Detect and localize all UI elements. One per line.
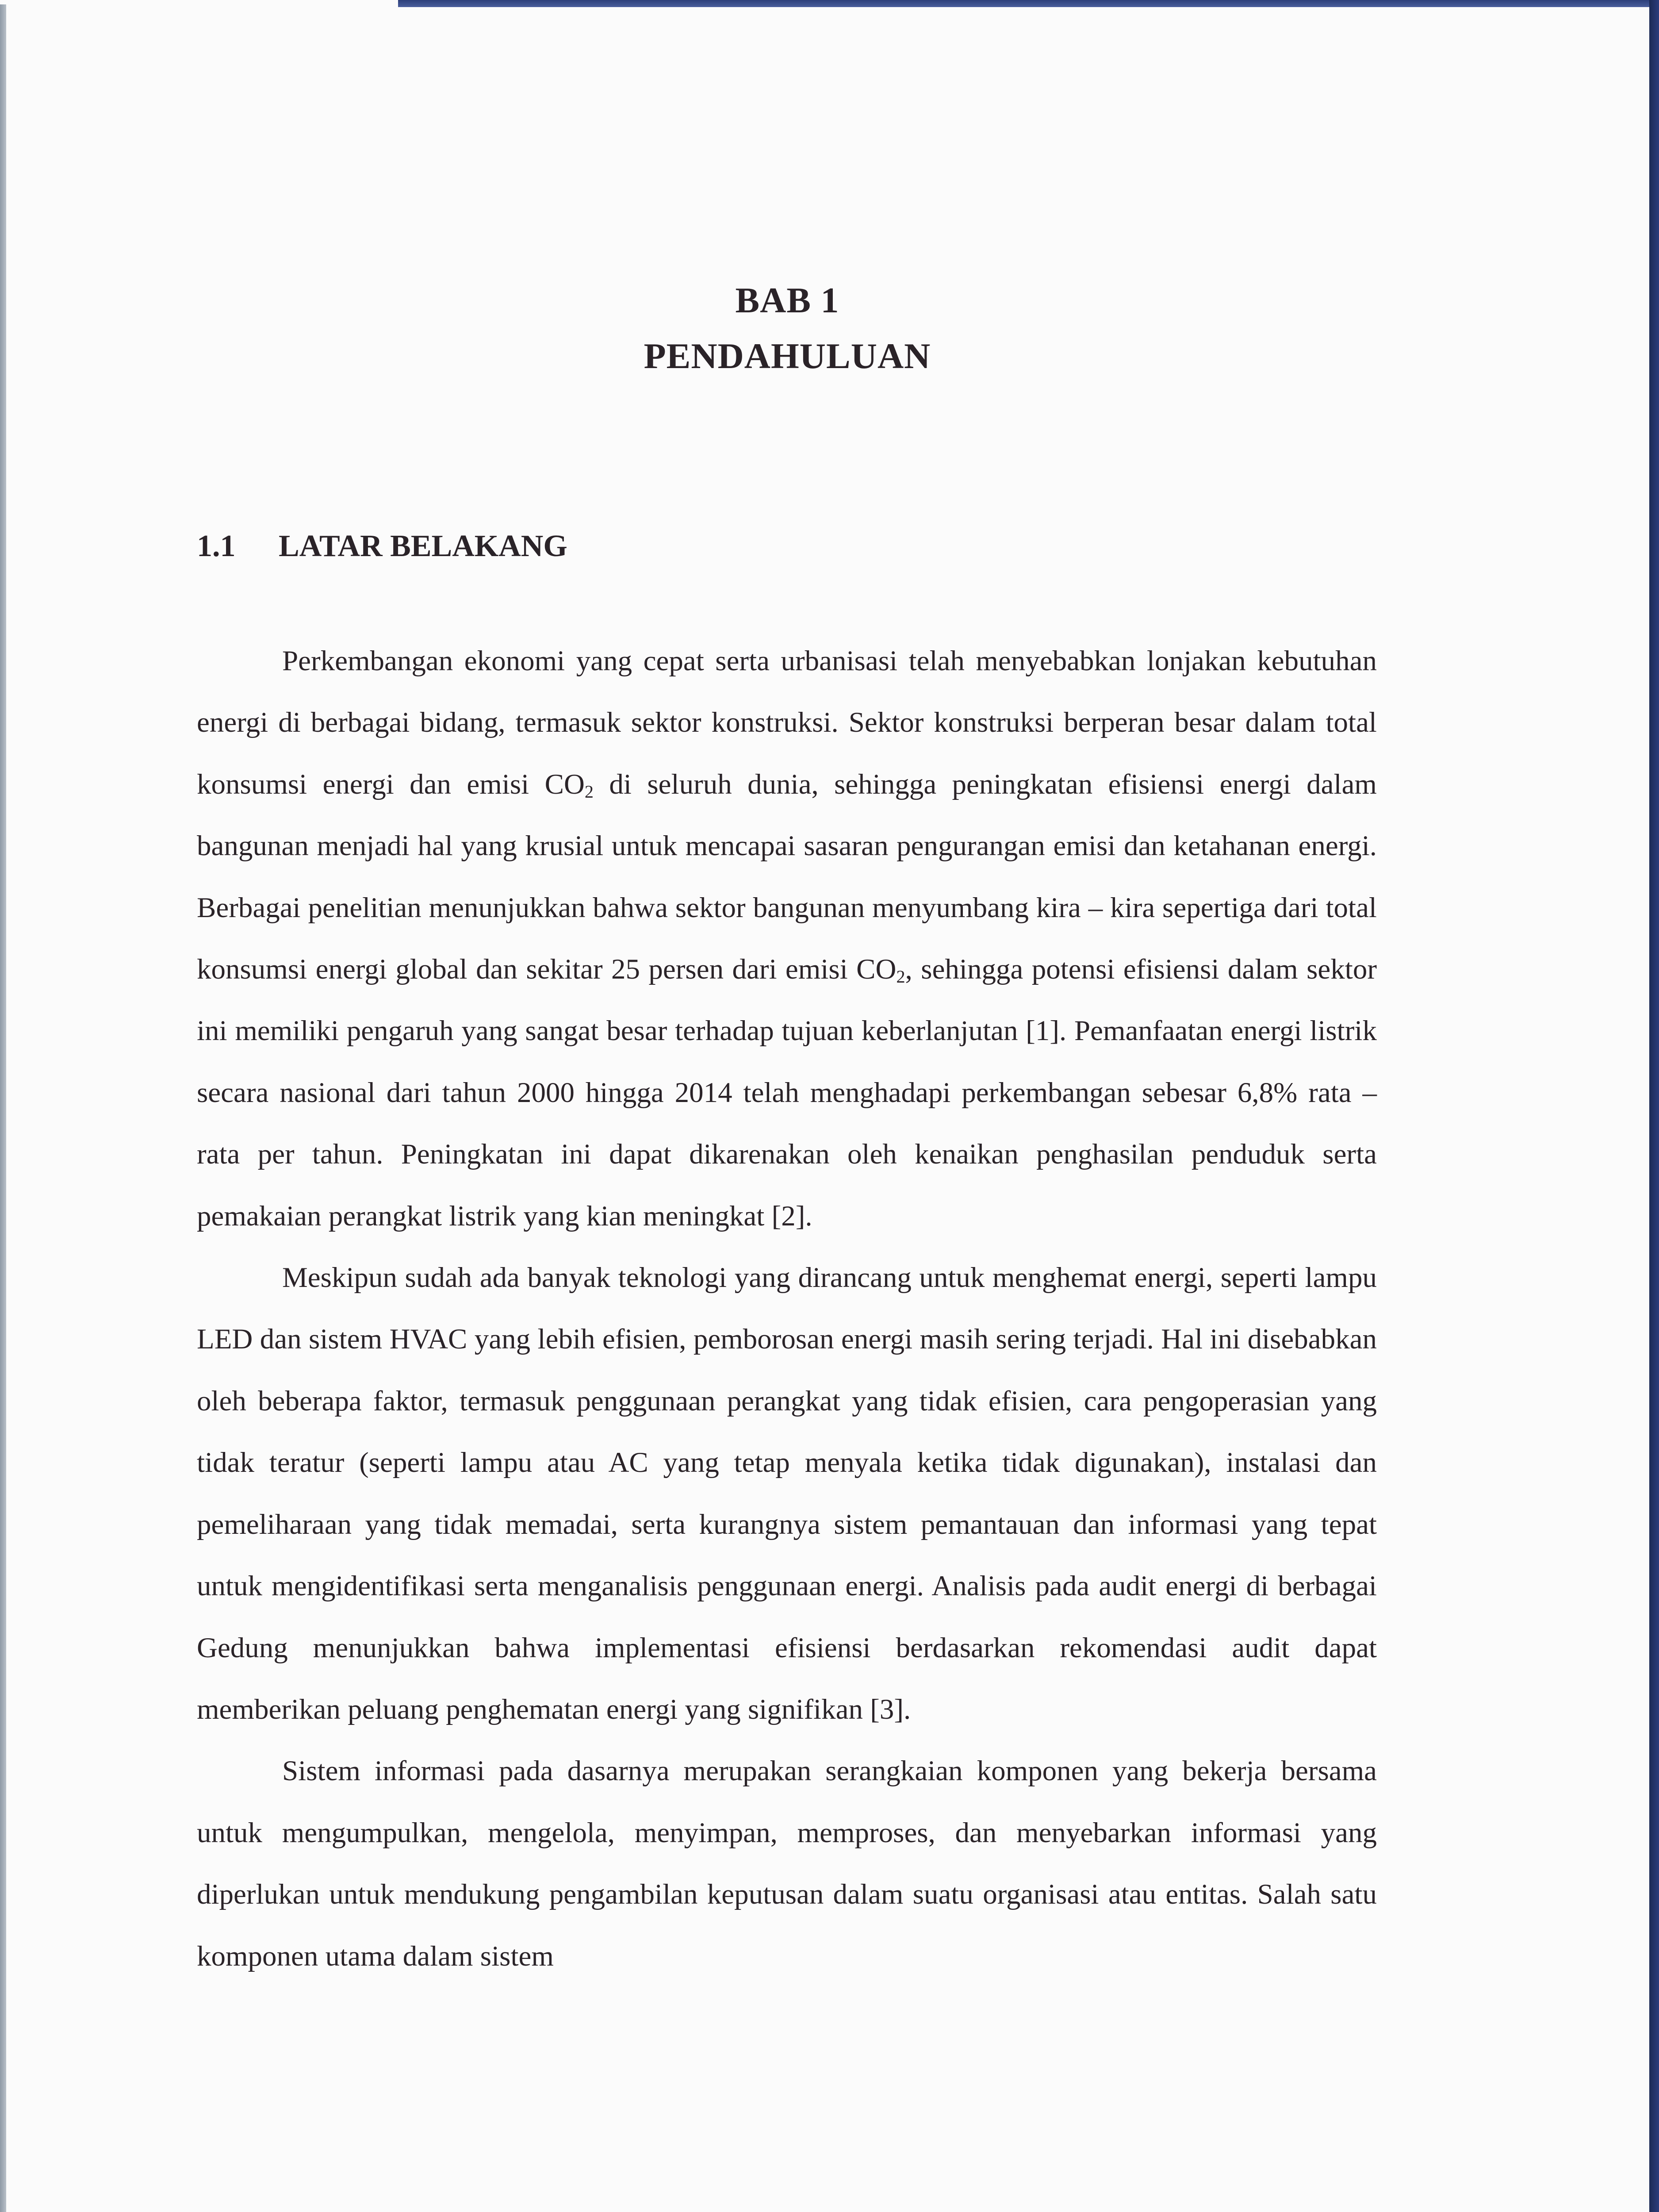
section-number: 1.1 [197,529,236,563]
chapter-number: BAB 1 [735,280,839,320]
binding-edge-top [398,0,1659,7]
binding-edge-right [1649,0,1659,2212]
section-title: LATAR BELAKANG [279,529,567,563]
subscript-2: 2 [584,781,594,802]
paragraph-1 [197,630,1377,1247]
chapter-title: PENDAHULUAN [644,336,931,376]
paragraph-1-part-2: di seluruh dunia, sehingga peningkatan efisiensi energi dalam bangunan menjadi hal yang krusial untuk mencapai sasaran pengurangan emisi dan ketahanan energi. Berbagai penelitian menunjukkan bahwa sektor bangunan menyumbang kira – kira sepertiga dari total konsumsi energi global dan sekitar 25 persen dari emisi CO [197,768,1377,986]
section-heading [197,529,567,564]
paragraph-2: Meskipun sudah ada banyak teknologi yang dirancang untuk menghemat energi, seperti lampu LED dan sistem HVAC yang lebih efisien, pemborosan energi masih sering terjadi. Hal ini disebabkan oleh beberapa faktor, termasuk penggunaan perangkat yang tidak efisien, cara pengoperasian yang tidak teratur (seperti lampu atau AC yang tetap menyala ketika tidak digunakan), instalasi dan pemeliharaan yang tidak memadai, serta kurangnya sistem pemantauan dan informasi yang tepat untuk mengidentifikasi serta menganalisis penggunaan energi. Analisis pada audit energi di berbagai Gedung menunjukkan bahwa implementasi efisiensi berdasarkan rekomendasi audit dapat memberikan peluang penghematan energi yang signifikan [3]. [197,1262,1377,1725]
paragraph-1-part-3: , sehingga potensi efisiensi dalam sektor ini memiliki pengaruh yang sangat besar terhadap tujuan keberlanjutan [1]. Pemanfaatan energi listrik secara nasional dari tahun 2000 hingga 2014 telah menghadapi perkembangan sebesar 6,8% rata – rata per tahun. Peningkatan ini dapat dikarenakan oleh kenaikan penghasilan penduduk serta pemakaian perangkat listrik yang kian meningkat [2]. [197,953,1377,1232]
paragraph-1-part-1: Perkembangan ekonomi yang cepat serta urbanisasi telah menyebabkan lonjakan kebutuhan energi di berbagai bidang, termasuk sektor konstruksi. Sektor konstruksi berperan besar dalam total konsumsi energi dan emisi CO [197,645,1377,800]
subscript-2: 2 [896,966,905,987]
paragraph-3: Sistem informasi pada dasarnya merupakan serangkaian komponen yang bekerja bersama untuk mengumpulkan, mengelola, menyimpan, memproses, dan menyebarkan informasi yang diperlukan untuk mendukung pengambilan keputusan dalam suatu organisasi atau entitas. Salah satu komponen utama dalam sistem [197,1755,1377,1972]
body-text [197,630,1377,1987]
